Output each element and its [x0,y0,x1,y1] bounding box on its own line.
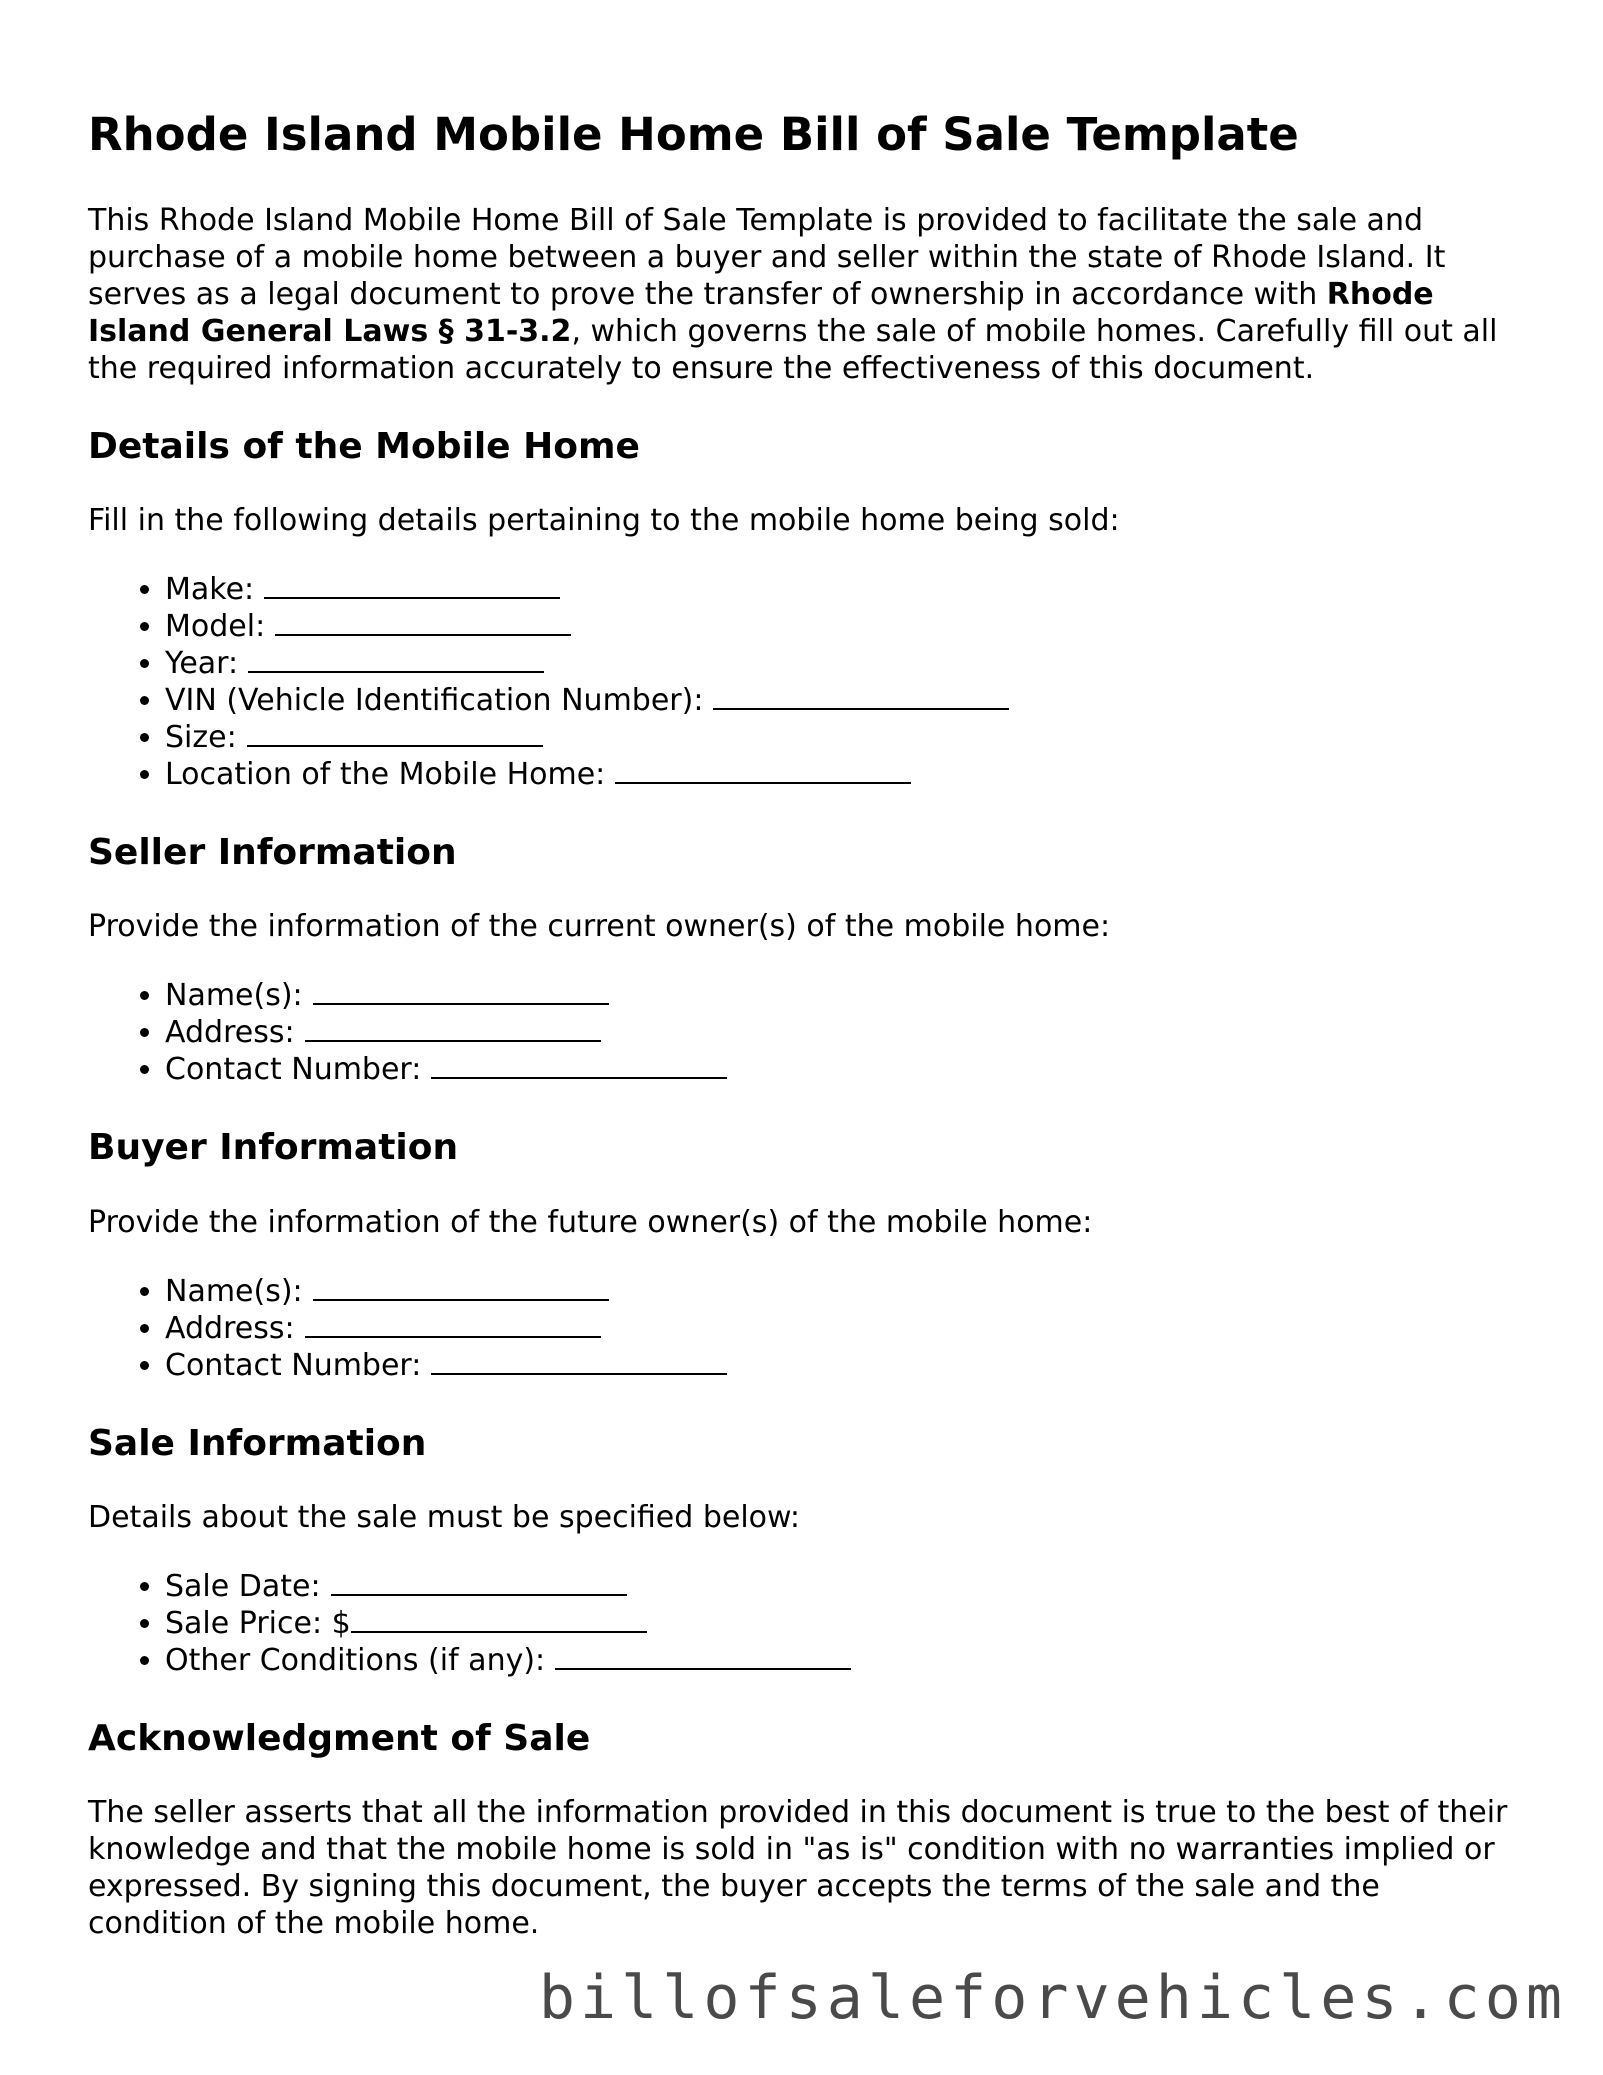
details-instructions: Fill in the following details pertaining to the mobile home being sold: [88,503,1120,539]
sale-list [88,1568,1528,1679]
intro-paragraph [88,202,1528,387]
list-item-sale-price [165,1605,1528,1642]
list-item-make [165,571,1528,608]
list-item-seller-contact [165,1051,1528,1088]
list-item-other-conditions [165,1642,1528,1679]
field-label: Size: [165,720,237,756]
seller-instructions: Provide the information of the current owner(s) of the mobile home: [88,909,1111,945]
field-label: Other Conditions (if any): [165,1642,546,1678]
field-label: Address: [165,1015,295,1051]
law-reference: Rhode Island General Laws § 31-3.2 [88,277,1434,349]
field-label: Make: [165,572,255,608]
field-label: Model: [165,609,266,645]
list-item-location [165,756,1528,793]
make-blank[interactable] [264,573,560,599]
sale-instructions: Details about the sale must be specified below: [88,1499,801,1535]
field-label: Year: [165,646,239,682]
buyer-instructions: Provide the information of the future owner(s) of the mobile home: [88,1204,1093,1240]
intro-text-end: , which governs the sale of mobile homes. Carefully fill out all the required information accurately to ensure the effectiveness of this document. [88,314,1498,386]
seller-address-blank[interactable] [305,1016,601,1042]
model-blank[interactable] [275,610,571,636]
buyer-address-blank[interactable] [305,1312,601,1338]
section-heading-buyer: Buyer Information [88,1127,459,1169]
seller-name-blank[interactable] [313,979,609,1005]
year-blank[interactable] [248,647,544,673]
buyer-contact-blank[interactable] [431,1349,727,1375]
field-label: Name(s): [165,1273,303,1309]
field-label: VIN (Vehicle Identification Number): [165,683,704,719]
site-watermark: billofsaleforvehicles.com [538,1963,1567,2033]
page-title: Rhode Island Mobile Home Bill of Sale Template [88,108,1299,161]
section-heading-details: Details of the Mobile Home [88,426,640,467]
list-item-seller-address [165,1014,1528,1051]
section-heading-seller: Seller Information [88,832,457,874]
list-item-buyer-address [165,1310,1528,1347]
intro-text-start: This Rhode Island Mobile Home Bill of Sale Template is provided to facilitate the sale and purchase of a mobile home between a buyer and seller within the state of Rhode Island. It serves as a legal document to prove the transfer of ownership in accordance with [88,203,1446,312]
field-label: Name(s): [165,978,303,1014]
field-label: Contact Number: [165,1052,422,1088]
sale-price-blank[interactable] [351,1607,647,1633]
field-label: Location of the Mobile Home: [165,757,606,793]
field-label: Contact Number: [165,1347,422,1383]
buyer-name-blank[interactable] [313,1275,609,1301]
location-blank[interactable] [615,758,911,784]
sale-date-blank[interactable] [331,1570,627,1596]
buyer-list [88,1273,1528,1384]
seller-list [88,977,1528,1088]
field-label: Sale Date: [165,1568,321,1604]
field-label: Sale Price: $ [165,1605,351,1641]
list-item-sale-date [165,1568,1528,1605]
section-heading-sale: Sale Information [88,1422,427,1464]
list-item-buyer-contact [165,1347,1528,1384]
acknowledgment-text: The seller asserts that all the information provided in this document is true to the best of their knowledge and that the mobile home is sold in "as is" condition with no warranties implied or expressed. By signing this document, the buyer accepts the terms of the sale and the condition of the mobile home. [88,1794,1508,1941]
field-label: Address: [165,1310,295,1346]
other-conditions-blank[interactable] [555,1644,851,1670]
list-item-seller-name [165,977,1528,1014]
details-list [88,571,1528,793]
vin-blank[interactable] [713,684,1009,710]
document-page [88,108,1528,1974]
list-item-size [165,719,1528,756]
size-blank[interactable] [247,721,543,747]
list-item-model [165,608,1528,645]
list-item-vin [165,682,1528,719]
list-item-buyer-name [165,1273,1528,1310]
seller-contact-blank[interactable] [431,1053,727,1079]
list-item-year [165,645,1528,682]
section-heading-acknowledgment: Acknowledgment of Sale [88,1717,591,1759]
